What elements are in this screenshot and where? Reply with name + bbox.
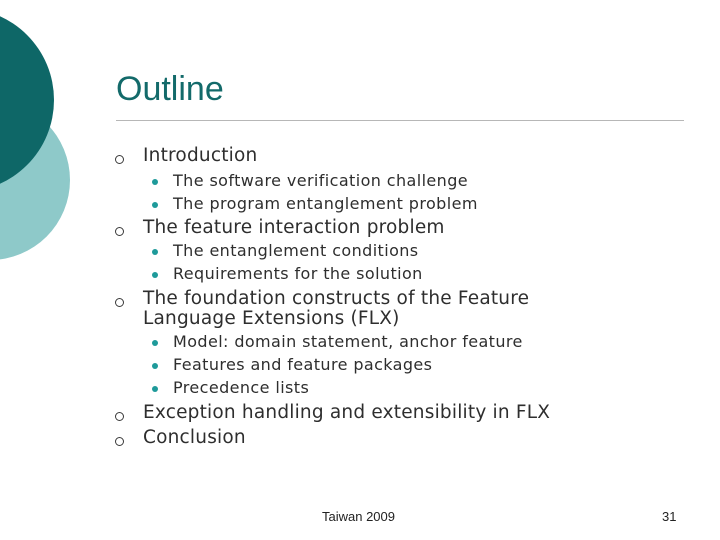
subitem-label: Requirements for the solution	[173, 264, 423, 283]
subitem-label: The program entanglement problem	[173, 194, 478, 213]
filled-dot-bullet-icon	[152, 202, 158, 208]
item-label-line-2: Language Extensions (FLX)	[143, 308, 400, 329]
item-label-line-1: The foundation constructs of the Feature	[143, 288, 530, 309]
page-number: 31	[662, 509, 677, 524]
slide-title: Outline	[116, 70, 224, 108]
filled-dot-bullet-icon	[152, 249, 158, 255]
item-label: Exception handling and extensibility in FLX	[143, 402, 551, 423]
subitem-label: The entanglement conditions	[173, 241, 419, 260]
footer-text: Taiwan 2009	[322, 509, 395, 524]
hollow-circle-bullet-icon	[115, 298, 124, 307]
item-label: The feature interaction problem	[143, 217, 445, 238]
subitem-label: The software verification challenge	[173, 171, 469, 190]
hollow-circle-bullet-icon	[115, 227, 124, 236]
hollow-circle-bullet-icon	[115, 155, 124, 164]
subitem-label: Features and feature packages	[173, 355, 433, 374]
filled-dot-bullet-icon	[152, 179, 158, 185]
hollow-circle-bullet-icon	[115, 437, 124, 446]
filled-dot-bullet-icon	[152, 386, 158, 392]
subitem-label: Model: domain statement, anchor feature	[173, 332, 523, 351]
filled-dot-bullet-icon	[152, 340, 158, 346]
hollow-circle-bullet-icon	[115, 412, 124, 421]
item-label: Introduction	[143, 145, 258, 166]
filled-dot-bullet-icon	[152, 363, 158, 369]
filled-dot-bullet-icon	[152, 272, 158, 278]
subitem-label: Precedence lists	[173, 378, 310, 397]
item-label: Conclusion	[143, 427, 246, 448]
